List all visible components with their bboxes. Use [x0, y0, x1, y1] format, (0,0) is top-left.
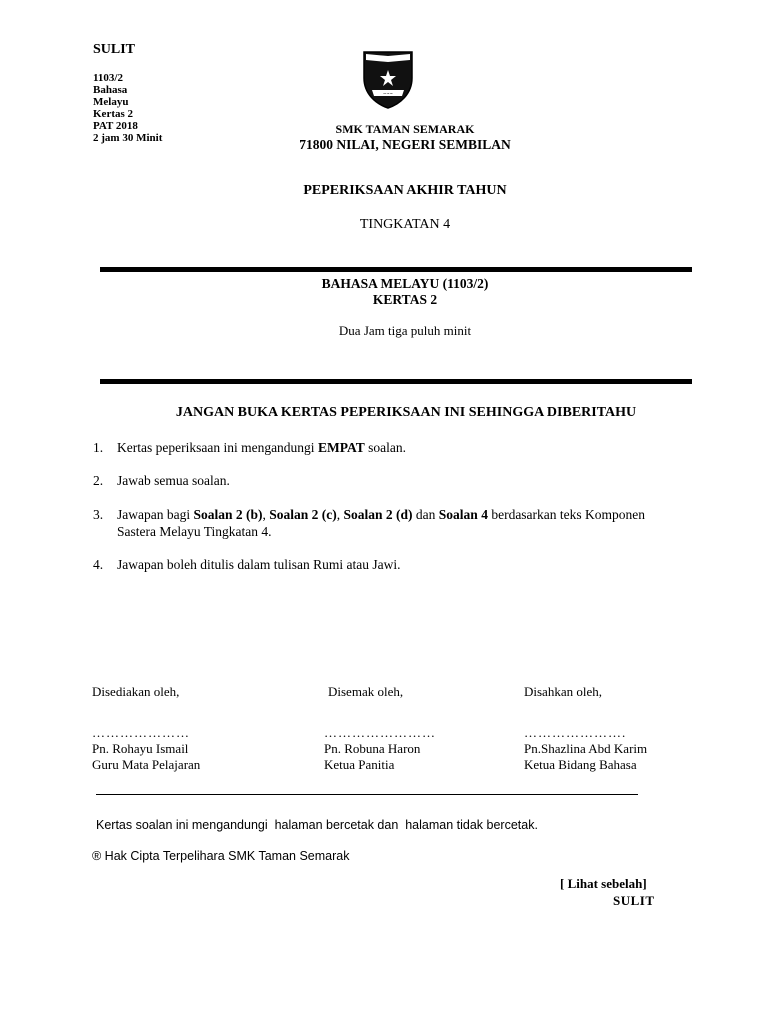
classification-label-bottom: SULIT — [613, 893, 655, 908]
signature-label: Disemak oleh, — [328, 684, 404, 699]
instruction-text-part: , — [336, 507, 344, 522]
instruction-text-part: Kertas peperiksaan ini mengandungi — [117, 440, 318, 455]
divider-bottom — [100, 379, 692, 384]
paper-code-line: Melayu — [93, 96, 129, 108]
paper-code-line: Kertas 2 — [93, 108, 134, 120]
exam-title: PEPERIKSAAN AKHIR TAHUN — [303, 183, 507, 198]
instruction-text-part: Jawapan boleh ditulis dalam tulisan Rumi atau Jawi. — [117, 557, 401, 572]
instruction-text-bold: Soalan 2 (c) — [269, 507, 337, 522]
classification-label: SULIT — [93, 42, 136, 57]
signatory-name: Pn. Robuna Haron — [324, 741, 421, 756]
signature-label: Disahkan oleh, — [524, 684, 602, 699]
signature-line: …………………. — [524, 725, 627, 740]
instruction-text-part: Jawab semua soalan. — [117, 473, 230, 488]
signatory-role: Ketua Bidang Bahasa — [524, 757, 637, 772]
instruction-number: 2. — [93, 473, 104, 488]
divider-top — [100, 267, 692, 272]
instruction-number: 3. — [93, 507, 104, 522]
instruction-text-bold: Soalan 2 (b) — [193, 507, 263, 522]
instruction-text-part: , — [262, 507, 270, 522]
svg-text:~~~: ~~~ — [382, 91, 394, 96]
paper-code-line: Bahasa — [93, 84, 128, 96]
signature-line: ………………… — [92, 725, 190, 740]
signature-line: …………………… — [324, 725, 436, 740]
form-level: TINGKATAN 4 — [359, 217, 451, 232]
school-crest-icon — [358, 48, 418, 110]
copyright-notice: ® Hak Cipta Terpelihara SMK Taman Semarak — [92, 849, 350, 863]
paper-codes — [93, 72, 162, 144]
signature-block-reviewed — [324, 684, 436, 773]
paper-code-line: 2 jam 30 Minit — [93, 132, 163, 144]
signatory-name: Pn.Shazlina Abd Karim — [524, 741, 648, 756]
see-next-page-note: [ Lihat sebelah] — [560, 876, 647, 891]
instruction-text — [117, 472, 687, 489]
signatory-role: Ketua Panitia — [324, 757, 395, 772]
footer-divider — [96, 794, 638, 795]
signatory-name: Pn. Rohayu Ismail — [92, 741, 189, 756]
exam-duration: Dua Jam tiga puluh minit — [338, 323, 472, 338]
signature-block-prepared — [92, 684, 200, 773]
subject-title: BAHASA MELAYU (1103/2) — [321, 276, 489, 291]
paper-title: KERTAS 2 — [372, 292, 438, 307]
instruction-text — [117, 506, 687, 540]
instruction-text-part: dan — [412, 507, 439, 522]
instruction-text-bold: EMPAT — [317, 440, 365, 455]
instruction-text-part: berdasarkan teks Komponen Sastera Melayu Tingkatan 4. — [117, 507, 646, 539]
instruction-number: 4. — [93, 557, 104, 572]
instruction-text — [117, 556, 687, 573]
signature-block-approved — [524, 684, 647, 773]
page-count-note: Kertas soalan ini mengandungi halaman bercetak dan halaman tidak bercetak. — [96, 818, 538, 832]
signatory-role: Guru Mata Pelajaran — [92, 757, 201, 772]
do-not-open-warning: JANGAN BUKA KERTAS PEPERIKSAAN INI SEHINGGA DIBERITAHU — [175, 405, 637, 420]
school-name: SMK TAMAN SEMARAK — [335, 122, 475, 136]
school-address: 71800 NILAI, NEGERI SEMBILAN — [299, 137, 511, 152]
signature-label: Disediakan oleh, — [92, 684, 180, 699]
paper-code-line: 1103/2 — [93, 72, 123, 84]
paper-code-line: PAT 2018 — [93, 120, 138, 132]
instruction-text-part: soalan. — [364, 440, 406, 455]
instruction-text-part: Jawapan bagi — [117, 507, 194, 522]
instruction-text-bold: Soalan 2 (d) — [343, 507, 413, 522]
instruction-text — [117, 439, 687, 456]
instruction-number: 1. — [93, 440, 104, 455]
instruction-text-bold: Soalan 4 — [438, 507, 488, 522]
